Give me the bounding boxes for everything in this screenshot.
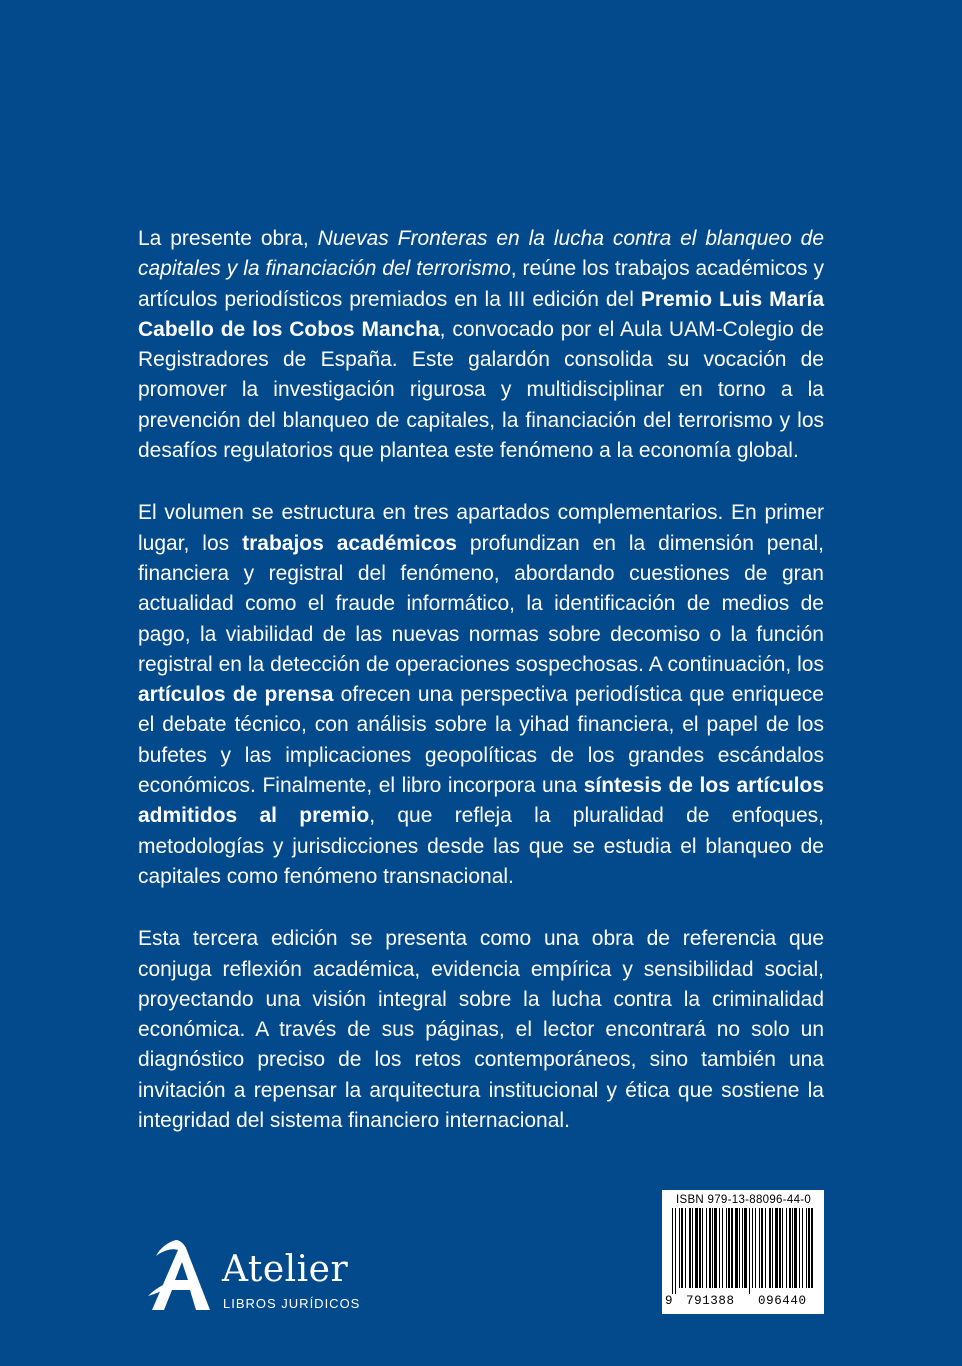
stylized-letter-a-icon	[138, 1236, 218, 1316]
barcode-bar	[775, 1208, 778, 1288]
barcode-bar	[726, 1208, 727, 1288]
barcode-bar	[714, 1208, 717, 1288]
barcode-bar	[802, 1208, 803, 1288]
barcode-bar	[699, 1208, 701, 1288]
barcode-bar	[679, 1208, 680, 1288]
text-run: , convocado por el Aula UAM-Colegio de Registradores de España. Este galardón consolida su vocación de promover la investigación rigurosa y multidisciplinar en torno a la prevención del blanqueo de capitales, la financiación del terrorismo y los desafíos regulatorios que plantea este fenómeno a la economía global.	[138, 317, 824, 463]
barcode-bar	[752, 1208, 753, 1288]
barcode-bar	[755, 1208, 756, 1288]
barcode-bar	[722, 1208, 723, 1288]
publisher-name: Atelier	[222, 1249, 349, 1290]
barcode-bar	[742, 1208, 743, 1288]
barcode-bar	[735, 1208, 738, 1288]
barcode-digit-first: 9	[665, 1294, 674, 1308]
text-run: profundizan en la dimensión penal, financiera y registral del fenómeno, abordando cuestiones de gran actualidad como el fraude informático, la identificación de medios de pago, la viabilidad de las nuevas normas sobre decomiso o la función registral en la detección de operaciones sospechosas. A continuación, los	[138, 531, 825, 676]
barcode-bar	[689, 1208, 691, 1288]
barcode-bar	[712, 1208, 713, 1288]
barcode-bar	[808, 1208, 810, 1288]
highlight-press-articles: artículos de prensa	[138, 683, 334, 707]
blurb-paragraph-2	[138, 498, 824, 892]
barcode-bar	[702, 1208, 703, 1288]
text-run: , que refleja la pluralidad de enfoques, metodologías y jurisdicciones desde las que se estudia el blanqueo de capitales como fenómeno transnacional.	[138, 804, 825, 888]
barcode-bar	[695, 1208, 698, 1288]
barcode-bar	[786, 1208, 787, 1288]
barcode-bar	[731, 1208, 733, 1288]
blurb-paragraph-3	[138, 924, 824, 1136]
barcode-digits-left: 791388	[686, 1294, 735, 1308]
barcode-bar	[761, 1208, 763, 1288]
barcode-bar	[672, 1208, 673, 1294]
barcode-bar	[811, 1208, 813, 1288]
award-name: Premio Luis María Cabello de los Cobos Mancha	[138, 287, 825, 341]
barcode-bar	[792, 1208, 793, 1288]
publisher-tagline: LIBROS JURÍDICOS	[223, 1296, 361, 1311]
barcode-bar	[685, 1208, 686, 1288]
text-run: ofrecen una perspectiva periodística que enriquece el debate técnico, con análisis sobre la yihad financiera, el papel de los bufetes y las implicaciones geopolíticas de los grandes escándalos económicos. Finalmente, el libro incorpora una	[138, 683, 824, 798]
barcode-digits-right: 096440	[758, 1294, 807, 1308]
book-title: Nuevas Fronteras en la lucha contra el blanqueo de capitales y la financiación del terrorismo	[138, 227, 824, 281]
barcode-bar	[799, 1208, 800, 1288]
barcode-bar	[744, 1208, 747, 1288]
barcode-bar	[719, 1208, 720, 1288]
blurb-paragraph-1	[138, 224, 824, 466]
text-run: , reúne los trabajos académicos y artículos periodísticos premiados en la III edición del	[138, 257, 825, 311]
barcode-bars	[670, 1208, 816, 1294]
barcode-bar	[759, 1208, 760, 1288]
barcode-bar	[692, 1208, 693, 1288]
barcode-bar	[806, 1208, 807, 1288]
isbn-barcode	[662, 1190, 824, 1314]
barcode-bar	[765, 1208, 766, 1288]
barcode-bar	[789, 1208, 791, 1288]
highlight-academic-works: trabajos académicos	[242, 531, 457, 555]
barcode-bar	[779, 1208, 781, 1288]
barcode-bar	[782, 1208, 783, 1288]
isbn-label: ISBN 979-13-88096-44-0	[676, 1194, 812, 1206]
highlight-synthesis: síntesis de los artículos admitidos al premio	[138, 774, 824, 828]
text-run: La presente obra,	[138, 227, 318, 250]
barcode-bar	[675, 1208, 676, 1294]
barcode-bar	[772, 1208, 773, 1288]
barcode-bar	[769, 1208, 771, 1288]
text-run: El volumen se estructura en tres apartados complementarios. En primer lugar, los	[138, 501, 824, 555]
barcode-bar	[709, 1208, 711, 1288]
barcode-bar	[794, 1208, 797, 1288]
barcode-bar	[739, 1208, 740, 1288]
text-run: Esta tercera edición se presenta como una obra de referencia que conjuga reflexión académica, evidencia empírica y sensibilidad social, proyectando una visión integral sobre la lucha contra la criminalidad económica. A través de sus páginas, el lector encontrará no solo un diagnóstico preciso de los retos contemporáneos, sino también una invitación a repensar la arquitectura institucional y ética que sostiene la integridad del sistema financiero internacional.	[138, 927, 824, 1133]
barcode-bar	[749, 1208, 750, 1294]
publisher-logo	[138, 1232, 368, 1322]
barcode-bar	[681, 1208, 683, 1288]
barcode-bar	[728, 1208, 730, 1288]
back-cover-blurb	[138, 224, 824, 1136]
barcode-bar	[706, 1208, 707, 1288]
